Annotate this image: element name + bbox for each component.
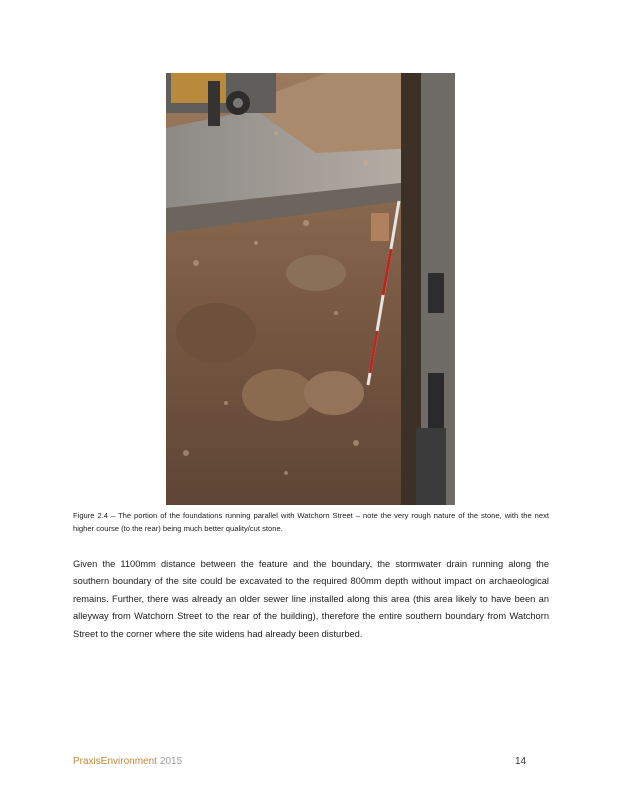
body-paragraph: Given the 1100mm distance between the feature and the boundary, the stormwater drain running along the southern boundary of the site could be excavated to the required 800mm depth without impact on archaeological remains. Further, there was already an older sewer line installed along this area (this area likely to have been an alleyway from Watchorn Street to the rear of the building), therefore the entire southern boundary from Watchorn Street to the corner where the site widens had already been disturbed. bbox=[73, 559, 549, 639]
trench-photo-illustration bbox=[166, 73, 455, 505]
footer-year: 2015 bbox=[159, 756, 183, 767]
figure-photo bbox=[166, 73, 455, 505]
page-number: 14 bbox=[515, 756, 527, 767]
footer-brand-name: PraxisEnvironment bbox=[73, 756, 157, 767]
footer-brand bbox=[73, 756, 182, 767]
figure-caption: Figure 2.4 – The portion of the foundations running parallel with Watchorn Street – note the very rough nature of the stone, with the next higher course (to the rear) being much better quality/cut stone. bbox=[73, 511, 549, 533]
